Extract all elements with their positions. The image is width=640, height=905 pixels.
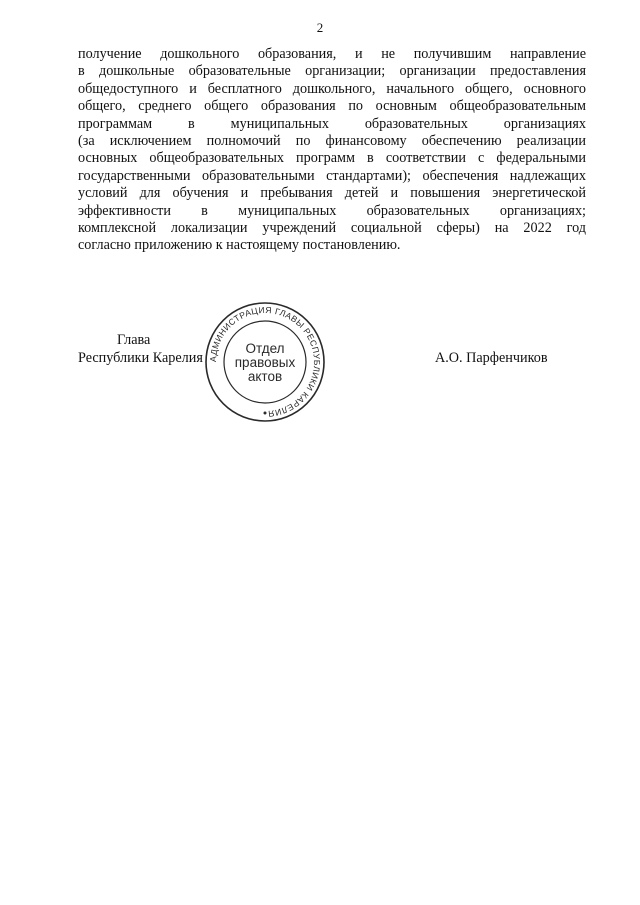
official-stamp [204,301,326,423]
body-line: государственными образовательными стандартами); обеспечения надлежащих [78,167,586,184]
page-number: 2 [316,20,324,35]
body-line: согласно приложению к настоящему постановлению. [78,237,401,254]
body-line: (за исключением полномочий по финансовому обеспечению реализации [78,132,586,149]
stamp-dot [264,412,267,415]
body-line: основных общеобразовательных программ в соответствии с федеральными [78,150,586,167]
stamp-ring-textpath: АДМИНИСТРАЦИЯ ГЛАВЫ РЕСПУБЛИКИ КАРЕЛИЯ [207,304,323,420]
body-line: программам в муниципальных образовательных организациях [78,115,586,132]
body-line: в дошкольные образовательные организации; организации предоставления [78,63,586,80]
body-text [78,46,586,255]
stamp-center-line-3: актов [247,369,283,384]
body-line: эффективности в муниципальных образовательных организациях; [78,202,586,219]
body-line: общего, среднего общего образования по основным общеобразовательным [78,98,586,115]
stamp-center-line-2: правовых [234,355,296,370]
body-line: комплексной локализации учреждений социальной сферы) на 2022 год [78,219,586,236]
body-line: условий для обучения и пребывания детей и повышения энергетической [78,185,586,202]
signer-name: А.О. Парфенчиков [435,350,548,366]
body-line: получение дошкольного образования, и не получившим направление [78,46,586,62]
signer-title: Глава [117,332,151,348]
signer-title-region: Республики Карелия [78,350,203,366]
stamp-center-line-1: Отдел [245,341,285,356]
body-line: общедоступного и бесплатного дошкольного, начального общего, основного [78,80,586,97]
